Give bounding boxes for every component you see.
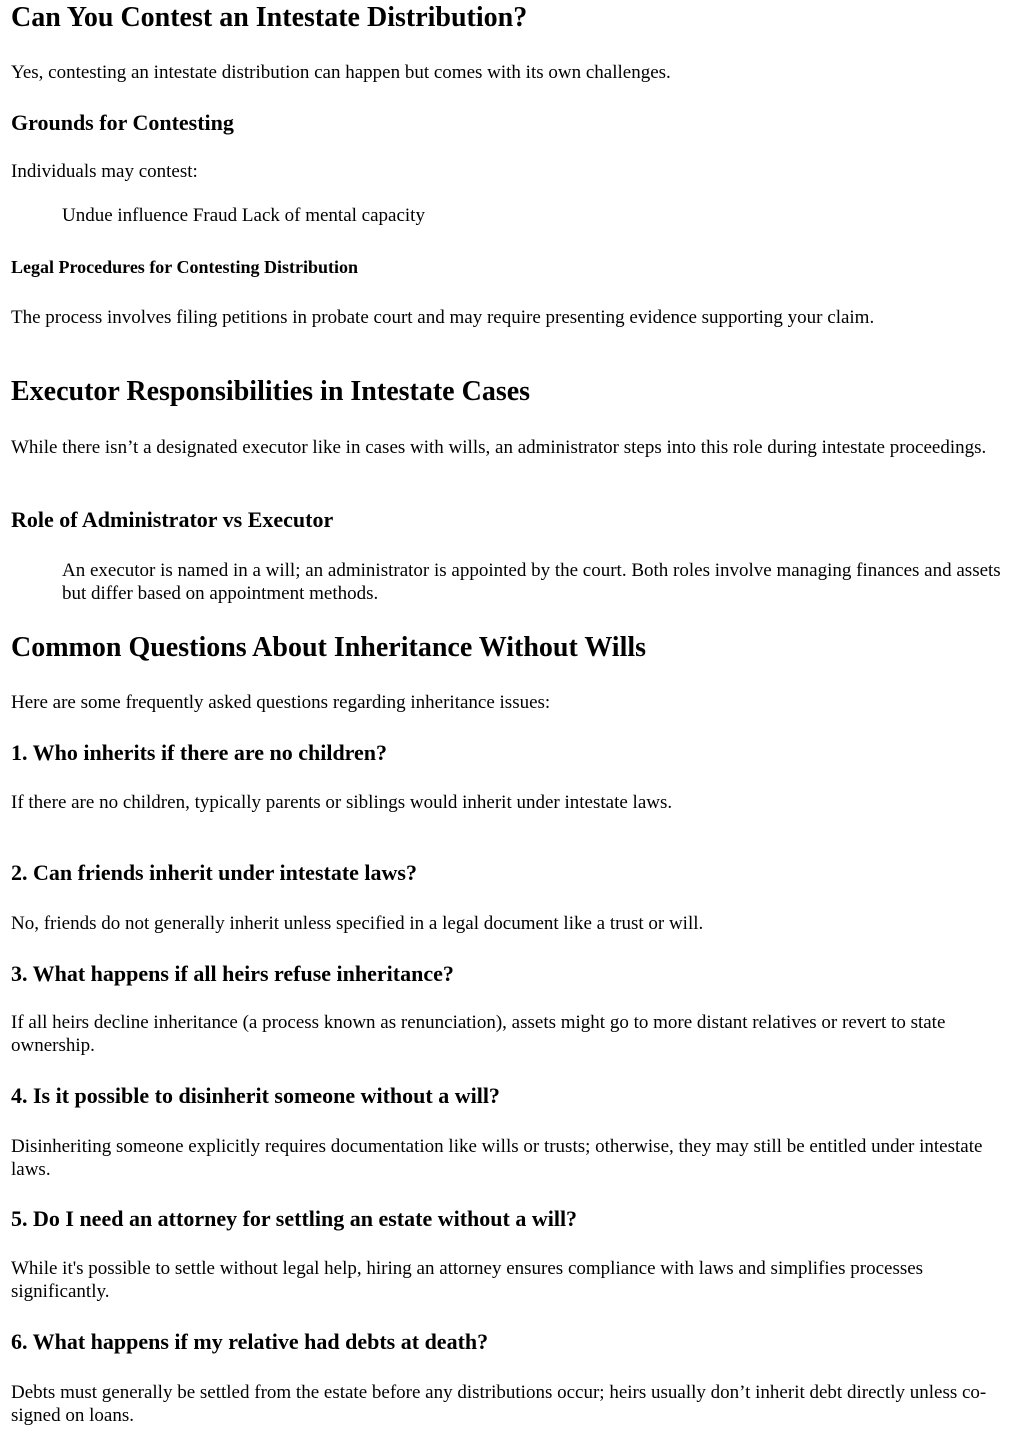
procedures-text: The process involves filing petitions in probate court and may require presenting evidence supporting your claim. xyxy=(11,307,875,328)
faq-question: 3. What happens if all heirs refuse inheritance? xyxy=(11,961,454,986)
faq-question: 2. Can friends inherit under intestate laws? xyxy=(11,860,417,885)
section-title-faq: Common Questions About Inheritance Without Wills xyxy=(11,632,647,663)
faq-answer: If there are no children, typically parents or siblings would inherit under intestate laws. xyxy=(11,792,673,813)
faq-answer: Debts must generally be settled from the estate before any distributions occur; heirs usually don’t inherit debt directly unless co-signed on loans. xyxy=(11,1382,987,1426)
faq-answer: Disinheriting someone explicitly requires documentation like wills or trusts; otherwise, they may still be entitled under intestate laws. xyxy=(11,1136,983,1180)
role-heading: Role of Administrator vs Executor xyxy=(11,507,334,532)
faq-intro: Here are some frequently asked questions regarding inheritance issues: xyxy=(11,692,551,713)
contest-intro: Yes, contesting an intestate distribution can happen but comes with its own challenges. xyxy=(11,62,671,83)
grounds-heading: Grounds for Contesting xyxy=(11,110,234,135)
section-title-contest: Can You Contest an Intestate Distribution? xyxy=(11,2,528,33)
grounds-intro: Individuals may contest: xyxy=(11,161,198,182)
procedures-heading: Legal Procedures for Contesting Distribution xyxy=(11,257,358,277)
faq-answer: No, friends do not generally inherit unless specified in a legal document like a trust or will. xyxy=(11,913,704,934)
role-text: An executor is named in a will; an administrator is appointed by the court. Both roles involve managing finances and assets but differ based on appointment methods. xyxy=(62,560,1001,604)
faq-answer: If all heirs decline inheritance (a process known as renunciation), assets might go to more distant relatives or revert to state ownership. xyxy=(11,1012,946,1056)
faq-question: 6. What happens if my relative had debts at death? xyxy=(11,1329,489,1354)
faq-question: 1. Who inherits if there are no children? xyxy=(11,740,388,765)
grounds-list: Undue influence Fraud Lack of mental capacity xyxy=(62,205,425,226)
faq-question: 4. Is it possible to disinherit someone without a will? xyxy=(11,1083,500,1108)
executor-intro: While there isn’t a designated executor like in cases with wills, an administrator steps into this role during intestate proceedings. xyxy=(11,437,987,458)
faq-question: 5. Do I need an attorney for settling an estate without a will? xyxy=(11,1206,578,1231)
section-title-executor: Executor Responsibilities in Intestate Cases xyxy=(11,376,531,407)
faq-answer: While it's possible to settle without legal help, hiring an attorney ensures compliance with laws and simplifies processes significantly. xyxy=(11,1258,924,1302)
